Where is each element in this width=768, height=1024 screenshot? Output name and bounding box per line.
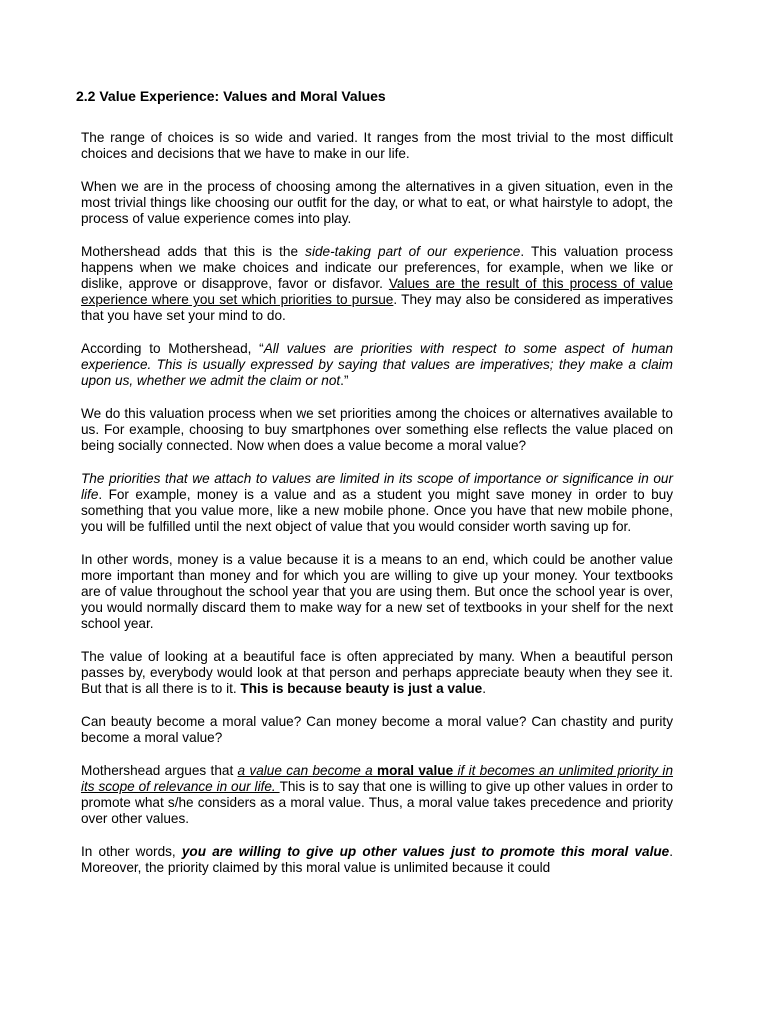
bold-underlined-phrase: moral value	[377, 763, 454, 778]
paragraph-4	[81, 341, 673, 389]
text-run: The value of looking at a beautiful face is often appreciated by many. When a beautiful person passes by, everybody would look at that person and perhaps appreciate beauty when they see it. But that is all there is to it.	[81, 649, 673, 696]
italic-quote: All values are priorities with respect to some aspect of human experience. This is usually expressed by saying that values are imperatives; they make a claim upon us, whether we admit the claim or not	[81, 341, 674, 388]
underlined-italic-phrase: if it becomes an unlimited priority in its scope of relevance in our life.	[81, 763, 674, 794]
bold-phrase: This is because beauty is just a value	[240, 681, 483, 696]
text-run: In other words,	[81, 844, 182, 859]
document-body	[81, 130, 673, 893]
text-run: Mothershead adds that this is the	[81, 244, 306, 259]
paragraph-10	[81, 763, 673, 827]
paragraph-1: The range of choices is so wide and varied. It ranges from the most trivial to the most difficult choices and decisions that we have to make in our life.	[81, 130, 673, 161]
paragraph-5: We do this valuation process when we set priorities among the choices or alternatives available to us. For example, choosing to buy smartphones over something else reflects the value placed on being socially connected. Now when does a value become a moral value?	[81, 406, 673, 453]
paragraph-6	[81, 471, 673, 535]
text-run: . This valuation process happens when we make choices and indicate our preferences, for example, when we like or dislike, approve or disapprove, favor or disfavor.	[81, 244, 673, 291]
paragraph-3	[81, 244, 673, 324]
text-run: .	[482, 681, 486, 696]
text-run: According to Mothershead, “	[81, 341, 264, 356]
bold-italic-phrase: you are willing to give up other values just to promote this moral value	[181, 844, 670, 859]
text-run: . They may also be considered as imperatives that you have set your mind to do.	[81, 292, 673, 323]
paragraph-2: When we are in the process of choosing among the alternatives in a given situation, even in the most trivial things like choosing our outfit for the day, or what to eat, or what hairstyle to adopt, the process of value experience comes into play.	[81, 179, 673, 226]
paragraph-7: In other words, money is a value because it is a means to an end, which could be another value more important than money and for which you are willing to give up your money. Your textbooks are of value throughout the school year that you are using them. But once the school year is over, you would normally discard them to make way for a new set of textbooks in your shelf for the next school year.	[81, 552, 673, 631]
text-run: This is to say that one is willing to give up other values in order to promote what s/he considers as a moral value. Thus, a moral value takes precedence and priority over other values.	[81, 779, 673, 826]
paragraph-8	[81, 649, 673, 697]
italic-phrase: side-taking part of our experience	[305, 244, 521, 259]
italic-phrase: The priorities that we attach to values are limited in its scope of importance or significance in our life	[81, 471, 673, 502]
paragraph-9: Can beauty become a moral value? Can money become a moral value? Can chastity and purity become a moral value?	[81, 714, 673, 745]
section-heading: 2.2 Value Experience: Values and Moral Values	[76, 88, 386, 104]
text-run: . Moreover, the priority claimed by this moral value is unlimited because it could	[81, 844, 673, 875]
underlined-italic-phrase: a value can become a	[237, 763, 378, 778]
text-run: Mothershead argues that	[81, 763, 238, 778]
text-run: .”	[340, 373, 349, 388]
paragraph-11	[81, 844, 673, 876]
text-run: . For example, money is a value and as a student you might save money in order to buy something that you value more, like a new mobile phone. Once you have that new mobile phone, you will be fulfilled until the next object of value that you would consider worth saving up for.	[81, 487, 673, 534]
underlined-phrase: Values are the result of this process of value experience where you set which priorities to pursue	[81, 276, 673, 307]
